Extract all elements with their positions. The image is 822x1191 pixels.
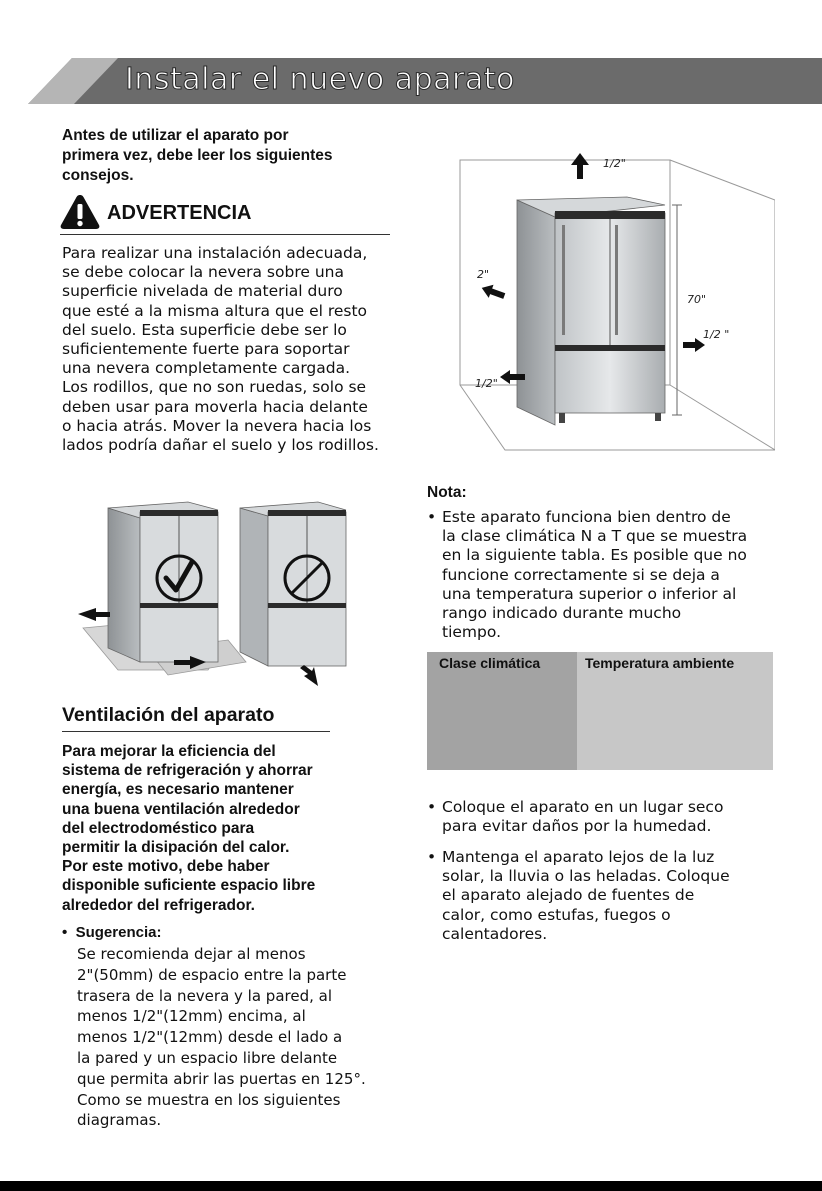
suggestion-line: trasera de la nevera y la pared, al <box>77 986 332 1005</box>
label-bottom-left: 1/2" <box>475 377 498 390</box>
climate-table <box>427 652 773 770</box>
intro-text <box>62 126 412 186</box>
note-line: rango indicado durante mucho <box>442 604 682 623</box>
suggestion-line: que permita abrir las puertas en 125°. <box>77 1069 366 1088</box>
warning-line: Los rodillos, que no son ruedas, solo se <box>62 378 367 397</box>
warning-text <box>62 244 407 455</box>
ventilation-text <box>62 742 382 915</box>
suggestion-line: Se recomienda dejar al menos <box>77 945 306 963</box>
warning-line: o hacia atrás. Mover la nevera hacia los <box>62 416 372 435</box>
ventilation-title: Ventilación del aparato <box>62 704 330 732</box>
bullet-line: para evitar daños por la humedad. <box>442 817 712 836</box>
bullet-line: solar, la lluvia o las heladas. Coloque <box>442 867 730 886</box>
clearance-diagram <box>455 145 775 455</box>
warning-heading <box>60 194 390 235</box>
arrow-back-icon <box>78 608 110 621</box>
footer-bar <box>0 1181 822 1191</box>
table-column-ambient-temp <box>577 652 773 770</box>
label-left: 2" <box>477 268 490 281</box>
ventilation-line: una buena ventilación alrededor <box>62 800 300 818</box>
arrow-sideways-icon <box>300 665 318 686</box>
label-height: 70" <box>687 293 707 306</box>
suggestion-line: la pared y un espacio libre delante <box>77 1048 338 1067</box>
arrow-left-icon <box>479 281 506 302</box>
table-header-climate-class: Clase climática <box>439 655 541 671</box>
fridge-illustration <box>517 197 665 425</box>
table-header-ambient-temp: Temperatura ambiente <box>585 655 735 671</box>
note-line: en la siguiente tabla. Es posible que no <box>442 546 747 565</box>
note-line: la clase climática N a T que se muestra <box>442 527 748 546</box>
note-line: Este aparato funciona bien dentro de <box>442 508 731 526</box>
bullet-icon: • <box>62 924 76 941</box>
arrow-up-icon <box>571 153 589 179</box>
suggestion-line: menos 1/2"(12mm) desde el lado a <box>77 1028 343 1047</box>
bullet-line: Coloque el aparato en un lugar seco <box>442 798 724 816</box>
bullet-icon: • <box>427 508 437 526</box>
suggestion-line: menos 1/2"(12mm) encima, al <box>77 1007 306 1026</box>
label-right: 1/2 " <box>703 328 730 341</box>
note-label: Nota: <box>427 484 467 501</box>
intro-line: Antes de utilizar el aparato por <box>62 127 289 144</box>
bullet-line: calentadores. <box>442 924 548 943</box>
suggestion-line: diagramas. <box>77 1111 162 1130</box>
warning-line: Para realizar una instalación adecuada, <box>62 244 368 262</box>
intro-line: primera vez, debe leer los siguientes <box>62 147 333 164</box>
bullet-line: calor, como estufas, fuegos o <box>442 905 671 924</box>
warning-line: deben usar para moverla hacia delante <box>62 397 368 416</box>
bullet-icon: • <box>427 798 437 816</box>
note-line: funcione correctamente si se deja a <box>442 565 720 584</box>
suggestion-line: 2"(50mm) de espacio entre la parte <box>77 965 347 984</box>
warning-line: suficientemente fuerte para soportar <box>62 340 350 359</box>
rollers-diagram <box>78 490 358 690</box>
bullet-line: Mantenga el aparato lejos de la luz <box>442 848 715 866</box>
ventilation-line: alrededor del refrigerador. <box>62 896 255 914</box>
suggestion-label-text: Sugerencia: <box>75 924 162 941</box>
warning-line: que esté a la misma altura que el resto <box>62 301 368 320</box>
warning-line: una nevera completamente cargada. <box>62 359 351 378</box>
page-title: Instalar el nuevo aparato <box>125 62 515 97</box>
ventilation-line: disponible suficiente espacio libre <box>62 877 316 895</box>
suggestion-label <box>62 924 161 941</box>
intro-line: consejos. <box>62 167 134 184</box>
bullet-line: el aparato alejado de fuentes de <box>442 886 695 905</box>
warning-line: lados podría dañar el suelo y los rodillos. <box>62 436 379 455</box>
label-top: 1/2" <box>603 157 626 170</box>
note-line: una temperatura superior o inferior al <box>442 584 737 603</box>
warning-icon <box>60 194 100 230</box>
arrow-right-icon <box>683 338 705 352</box>
ventilation-line: Por este motivo, debe haber <box>62 858 270 876</box>
ventilation-line: del electrodoméstico para <box>62 819 255 837</box>
suggestion-line: Como se muestra en los siguientes <box>77 1090 341 1109</box>
ventilation-line: Para mejorar la eficiencia del <box>62 743 276 760</box>
note-line: tiempo. <box>442 623 501 642</box>
warning-title: ADVERTENCIA <box>107 202 252 224</box>
table-column-climate-class <box>427 652 577 770</box>
suggestion-text <box>77 944 377 1131</box>
ventilation-line: energía, es necesario mantener <box>62 781 294 799</box>
warning-line: se debe colocar la nevera sobre una <box>62 263 344 282</box>
bullet-icon: • <box>427 848 437 866</box>
ventilation-line: sistema de refrigeración y ahorrar <box>62 762 313 780</box>
ventilation-line: permitir la disipación del calor. <box>62 839 290 857</box>
warning-line: superficie nivelada de material duro <box>62 282 343 301</box>
warning-line: del suelo. Esta superficie debe ser lo <box>62 320 347 339</box>
